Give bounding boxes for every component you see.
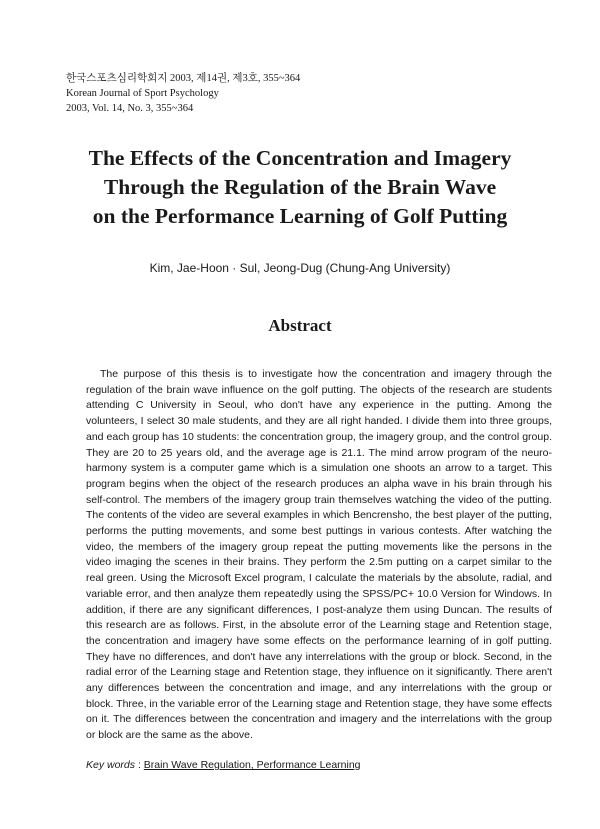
journal-volume-line: 2003, Vol. 14, No. 3, 355~364 [66, 103, 194, 114]
journal-english-line: Korean Journal of Sport Psychology [66, 88, 219, 99]
title-line-2: Through the Regulation of the Brain Wave [103, 175, 497, 199]
title-line-1: The Effects of the Concentration and Imagery [88, 146, 512, 170]
abstract-body: The purpose of this thesis is to investigate how the concentration and imagery through the regulation of the brain wave influence on the golf putting. The objects of the research are students attending C University in Seoul, who don't have any experience in the putting. Among the volunteers, I select 30 male students, and they are all right handed. I divide them into three groups, and each group has 10 students: the concentration group, the imagery group, and the control group. They are 20 to 25 years old, and the average age is 21.1. The mind arrow program of the neuro-harmony system is a computer game which is a simulation one shoots an arrow to a target. This program begins when the object of the research produces an alpha wave in his brain through his self-control. The members of the imagery group train themselves watching the video of the putting. The contents of the video are several examples in which Bencrensho, the best player of the putting, performs the putting movements, and some best puttings in various contests. After watching the video, the members of the imagery group repeat the putting movements like the persons in the video imaging the scenes in their brains. They perform the 2.5m putting on a carpet similar to the real green. Using the Microsoft Excel program, I calculate the materials by the absolute, radial, and variable error, and then analyze them repeatedly using the SPSS/PC+ 10.0 Version for Windows. In addition, if there are any significant differences, I post-analyze them using Duncan. The results of this research are as follows. First, in the absolute error of the Learning stage and Retention stage, the concentration and imagery have some effects on the performance learning of in golf putting. They have no differences, and don't have any interrelations with the group or block. Second, in the radial error of the Learning stage and Retention stage, they influence on it significantly. There aren't any differences between the concentration and image, and any interrelations with the group or block. Three, in the variable error of the Learning stage and Retention stage, they have some effects on it. The differences between the concentration and imagery and the interrelations with the group or block are the same as the above. [86, 368, 552, 742]
keywords-label: Key words [86, 759, 136, 771]
keywords-separator: : [135, 759, 144, 771]
keywords [86, 759, 361, 771]
journal-korean-line: 한국스포츠심리학회지 2003, 제14권, 제3호, 355~364 [66, 73, 301, 84]
journal-citation [66, 71, 300, 116]
keywords-values: Brain Wave Regulation, Performance Learning [143, 759, 361, 771]
title-line-3: on the Performance Learning of Golf Putting [92, 204, 508, 228]
author-line: Kim, Jae-Hoon · Sul, Jeong-Dug (Chung-Ang University) [149, 261, 451, 275]
paper-title [40, 144, 560, 231]
abstract-heading: Abstract [268, 316, 332, 335]
